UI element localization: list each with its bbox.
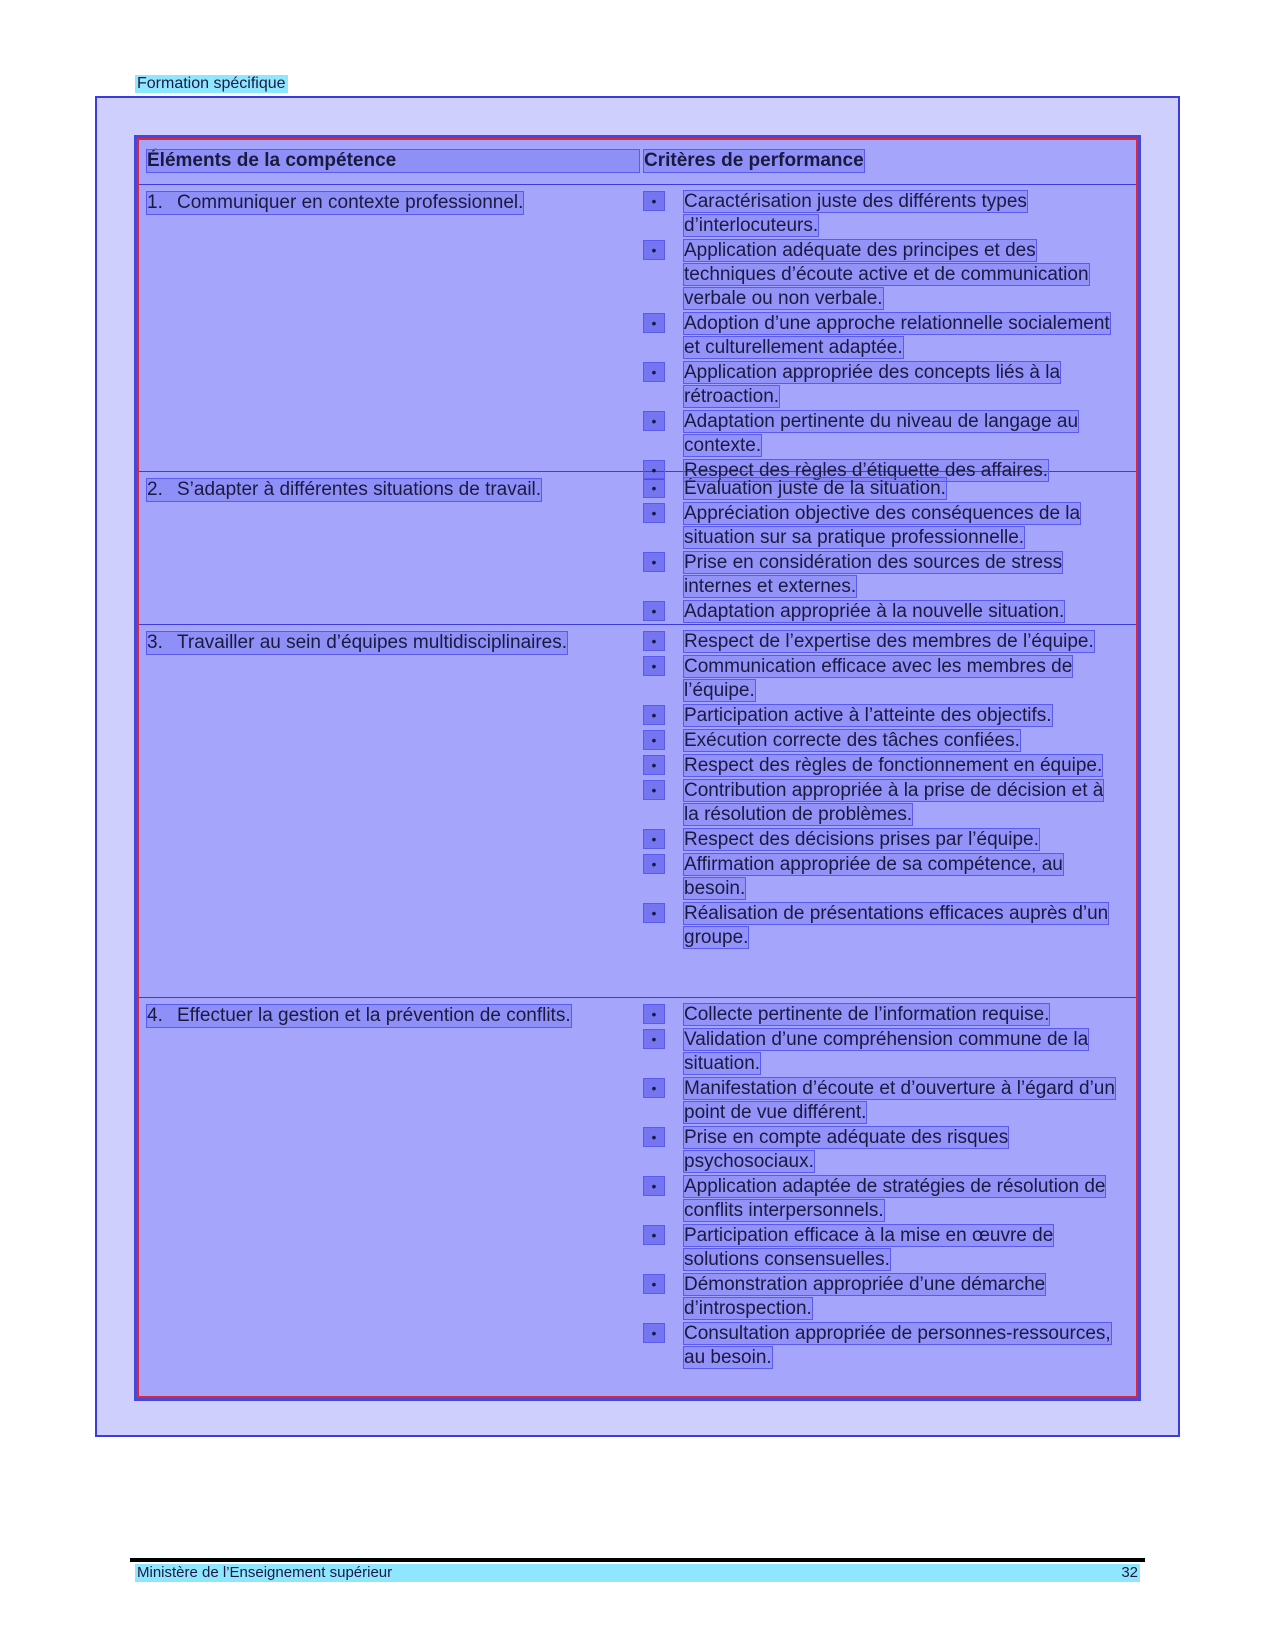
bullet-icon: • (644, 1324, 664, 1342)
bullet-icon: • (644, 241, 664, 259)
bullet-icon: • (644, 731, 664, 749)
list-item (644, 312, 1119, 360)
table-row (139, 997, 1136, 1398)
criteria-list (644, 477, 1119, 625)
list-item (644, 853, 1119, 901)
criterion-text: Adoption d’une approche relationnelle socialement et culturellement adaptée. (684, 313, 1110, 358)
list-item (644, 1224, 1119, 1272)
element-label: S’adapter à différentes situations de travail. (177, 479, 542, 500)
criterion-text: Consultation appropriée de personnes-ressources, au besoin. (684, 1323, 1111, 1368)
criterion-text: Collecte pertinente de l’information requise. (684, 1004, 1050, 1025)
bullet-icon: • (644, 412, 664, 430)
element-number: 4. (147, 1005, 163, 1026)
list-item (644, 361, 1119, 409)
list-item (644, 477, 1119, 501)
criterion-text: Évaluation juste de la situation. (684, 478, 946, 499)
bullet-icon: • (644, 314, 664, 332)
list-item (644, 502, 1119, 550)
criterion-text: Application adaptée de stratégies de résolution de conflits interpersonnels. (684, 1176, 1106, 1221)
bullet-icon: • (644, 602, 664, 620)
list-item (644, 1077, 1119, 1125)
bullet-icon: • (644, 830, 664, 848)
criterion-text: Adaptation pertinente du niveau de langage au contexte. (684, 411, 1079, 456)
table-row (139, 471, 1136, 625)
list-item (644, 655, 1119, 703)
element-label: Travailler au sein d’équipes multidisciplinaires. (177, 632, 568, 653)
bullet-icon: • (644, 461, 664, 479)
element-label: Communiquer en contexte professionnel. (177, 192, 524, 213)
element-text (147, 192, 523, 214)
list-item (644, 630, 1119, 654)
bullet-icon: • (644, 657, 664, 675)
list-item (644, 190, 1119, 238)
list-item (644, 1028, 1119, 1076)
criterion-text: Réalisation de présentations efficaces auprès d’un groupe. (684, 903, 1109, 948)
competence-table (134, 135, 1141, 1401)
criteria-list (644, 190, 1119, 484)
list-item (644, 828, 1119, 852)
bullet-icon: • (644, 904, 664, 922)
table-header-row (139, 140, 1136, 185)
criterion-text: Application adéquate des principes et des techniques d’écoute active et de communication verbale ou non verbale. (684, 240, 1089, 309)
list-item (644, 1175, 1119, 1223)
bullet-icon: • (644, 192, 664, 210)
criterion-text: Caractérisation juste des différents types d’interlocuteurs. (684, 191, 1027, 236)
header-elements: Éléments de la compétence (147, 150, 639, 172)
element-number: 1. (147, 192, 163, 213)
table-border (137, 138, 1138, 1398)
running-head: Formation spécifique (137, 75, 286, 92)
list-item (644, 704, 1119, 728)
bullet-icon: • (644, 504, 664, 522)
criterion-text: Démonstration appropriée d’une démarche d’introspection. (684, 1274, 1046, 1319)
bullet-icon: • (644, 1079, 664, 1097)
criterion-text: Participation efficace à la mise en œuvre de solutions consensuelles. (684, 1225, 1054, 1270)
bullet-icon: • (644, 855, 664, 873)
criteria-list (644, 1003, 1119, 1371)
criterion-text: Appréciation objective des conséquences de la situation sur sa pratique professionnelle. (684, 503, 1081, 548)
criterion-text: Respect des règles de fonctionnement en équipe. (684, 755, 1103, 776)
list-item (644, 1126, 1119, 1174)
bullet-icon: • (644, 1005, 664, 1023)
criterion-text: Communication efficace avec les membres de l’équipe. (684, 656, 1073, 701)
criterion-text: Respect des règles d’étiquette des affaires. (684, 460, 1049, 481)
bullet-icon: • (644, 1177, 664, 1195)
list-item (644, 729, 1119, 753)
list-item (644, 1322, 1119, 1370)
bullet-icon: • (644, 363, 664, 381)
list-item (644, 600, 1119, 624)
bullet-icon: • (644, 781, 664, 799)
criterion-text: Affirmation appropriée de sa compétence, au besoin. (684, 854, 1063, 899)
list-item (644, 902, 1119, 950)
table-row (139, 624, 1136, 998)
criterion-text: Participation active à l’atteinte des objectifs. (684, 705, 1052, 726)
bullet-icon: • (644, 756, 664, 774)
list-item (644, 1003, 1119, 1027)
element-text (147, 479, 541, 501)
criterion-text: Prise en compte adéquate des risques psychosociaux. (684, 1127, 1009, 1172)
bullet-icon: • (644, 553, 664, 571)
list-item (644, 239, 1119, 311)
criterion-text: Respect de l’expertise des membres de l’équipe. (684, 631, 1094, 652)
list-item (644, 551, 1119, 599)
element-label: Effectuer la gestion et la prévention de conflits. (177, 1005, 571, 1026)
header-criteria: Critères de performance (644, 150, 864, 171)
criterion-text: Manifestation d’écoute et d’ouverture à l’égard d’un point de vue différent. (684, 1078, 1115, 1123)
page-footer (135, 1564, 1140, 1582)
criterion-text: Respect des décisions prises par l’équipe. (684, 829, 1039, 850)
list-item (644, 779, 1119, 827)
element-text (147, 1005, 571, 1027)
bullet-icon: • (644, 1030, 664, 1048)
bullet-icon: • (644, 1275, 664, 1293)
criterion-text: Exécution correcte des tâches confiées. (684, 730, 1020, 751)
bullet-icon: • (644, 632, 664, 650)
criteria-list (644, 630, 1119, 951)
table-row (139, 184, 1136, 481)
footer-ministry: Ministère de l’Enseignement supérieur (137, 1564, 393, 1581)
element-number: 2. (147, 479, 163, 500)
footer-divider (130, 1558, 1145, 1562)
element-text (147, 632, 567, 654)
criterion-text: Adaptation appropriée à la nouvelle situation. (684, 601, 1065, 622)
bullet-icon: • (644, 1226, 664, 1244)
bullet-icon: • (644, 479, 664, 497)
page-number: 32 (1121, 1564, 1138, 1581)
criterion-text: Contribution appropriée à la prise de décision et à la résolution de problèmes. (684, 780, 1104, 825)
bullet-icon: • (644, 1128, 664, 1146)
list-item (644, 1273, 1119, 1321)
criterion-text: Prise en considération des sources de stress internes et externes. (684, 552, 1063, 597)
criterion-text: Validation d’une compréhension commune de la situation. (684, 1029, 1089, 1074)
element-number: 3. (147, 632, 163, 653)
list-item (644, 410, 1119, 458)
bullet-icon: • (644, 706, 664, 724)
criterion-text: Application appropriée des concepts liés à la rétroaction. (684, 362, 1061, 407)
list-item (644, 754, 1119, 778)
